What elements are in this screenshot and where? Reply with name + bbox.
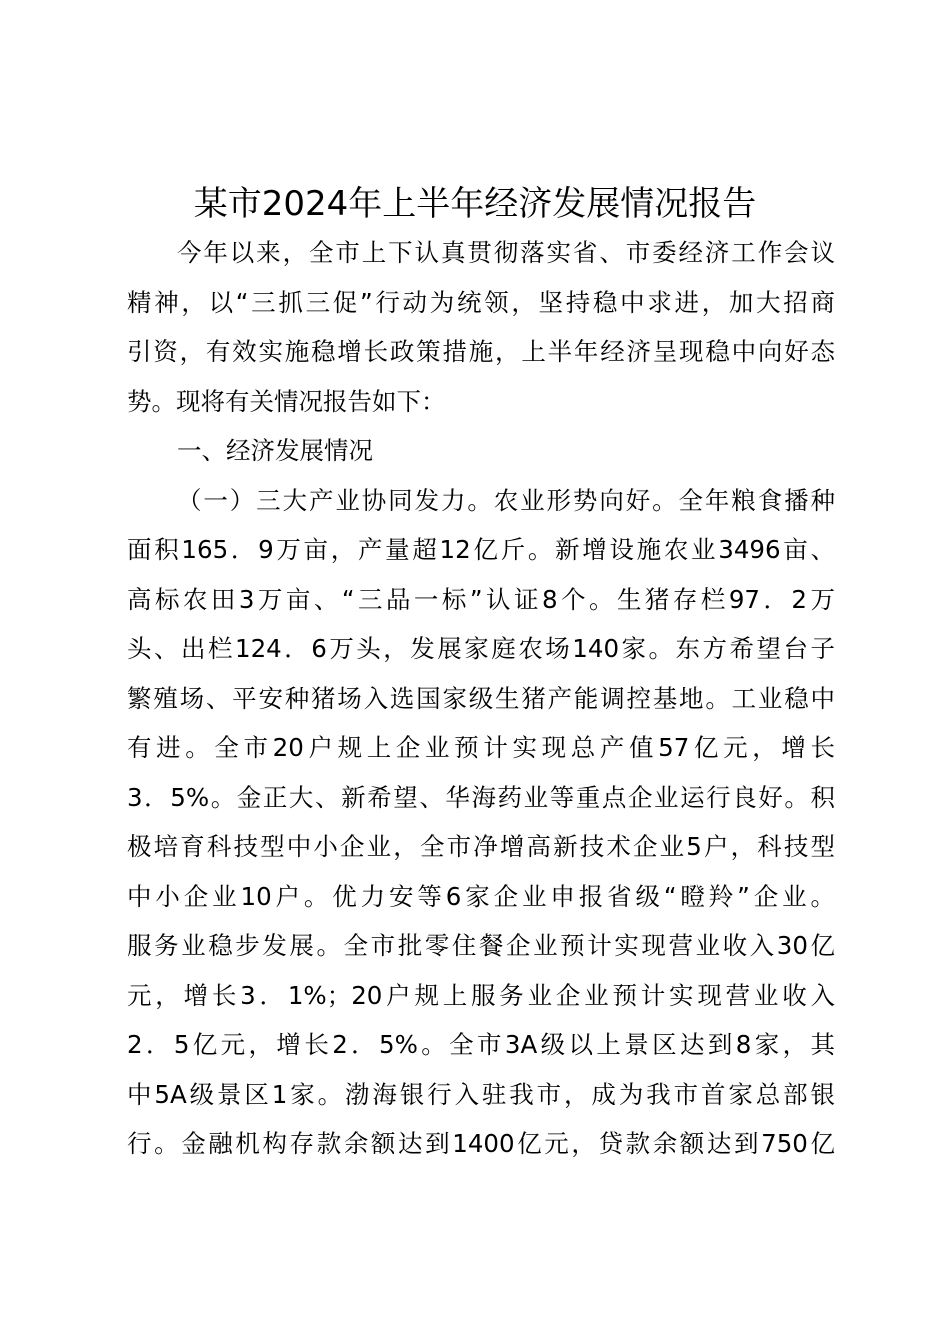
- section-heading-text: 一、经济发展情况: [177, 436, 373, 465]
- text-line: 精神，以“三抓三促”行动为统领，坚持稳中求进，加大招商: [127, 287, 835, 317]
- text-line: 2．5亿元，增长2．5%。全市3A级以上景区达到8家，其: [127, 1030, 835, 1059]
- document-body: [127, 228, 835, 1169]
- text-line: 势。现将有关情况报告如下：: [127, 386, 446, 416]
- text-line: 头、出栏124．6万头，发展家庭农场140家。东方希望台子: [127, 634, 835, 663]
- text-line: 服务业稳步发展。全市批零住餐企业预计实现营业收入30亿: [127, 931, 835, 960]
- text-line: 引资，有效实施稳增长政策措施，上半年经济呈现稳中向好态: [127, 337, 835, 366]
- document-title: 某市2024年上半年经济发展情况报告: [193, 184, 757, 224]
- text-line: 高标农田3万亩、“三品一标”认证8个。生猪存栏97．2万: [127, 584, 835, 614]
- text-line: 繁殖场、平安种猪场入选国家级生猪产能调控基地。工业稳中: [127, 683, 835, 713]
- text-line: 有进。全市20户规上企业预计实现总产值57亿元，增长: [127, 733, 835, 762]
- text-line: 元，增长3．1%；20户规上服务业企业预计实现营业收入: [127, 980, 835, 1010]
- text-line: 中5A级景区1家。渤海银行入驻我市，成为我市首家总部银: [127, 1079, 835, 1109]
- text-line: 3．5%。金正大、新希望、华海药业等重点企业运行良好。积: [127, 782, 835, 812]
- text-line: 今年以来，全市上下认真贯彻落实省、市委经济工作会议: [177, 238, 835, 267]
- paragraph-industries: [127, 476, 835, 1169]
- paragraph-intro: [127, 228, 835, 426]
- text-line: （一）三大产业协同发力。农业形势向好。全年粮食播种: [177, 485, 835, 515]
- text-line: 极培育科技型中小企业，全市净增高新技术企业5户，科技型: [127, 832, 835, 861]
- section-heading: [127, 426, 835, 476]
- text-line: 行。金融机构存款余额达到1400亿元，贷款余额达到750亿: [127, 1129, 835, 1158]
- text-line: 面积165．9万亩，产量超12亿斤。新增设施农业3496亩、: [127, 535, 835, 564]
- text-line: 中小企业10户。优力安等6家企业申报省级“瞪羚”企业。: [127, 881, 835, 911]
